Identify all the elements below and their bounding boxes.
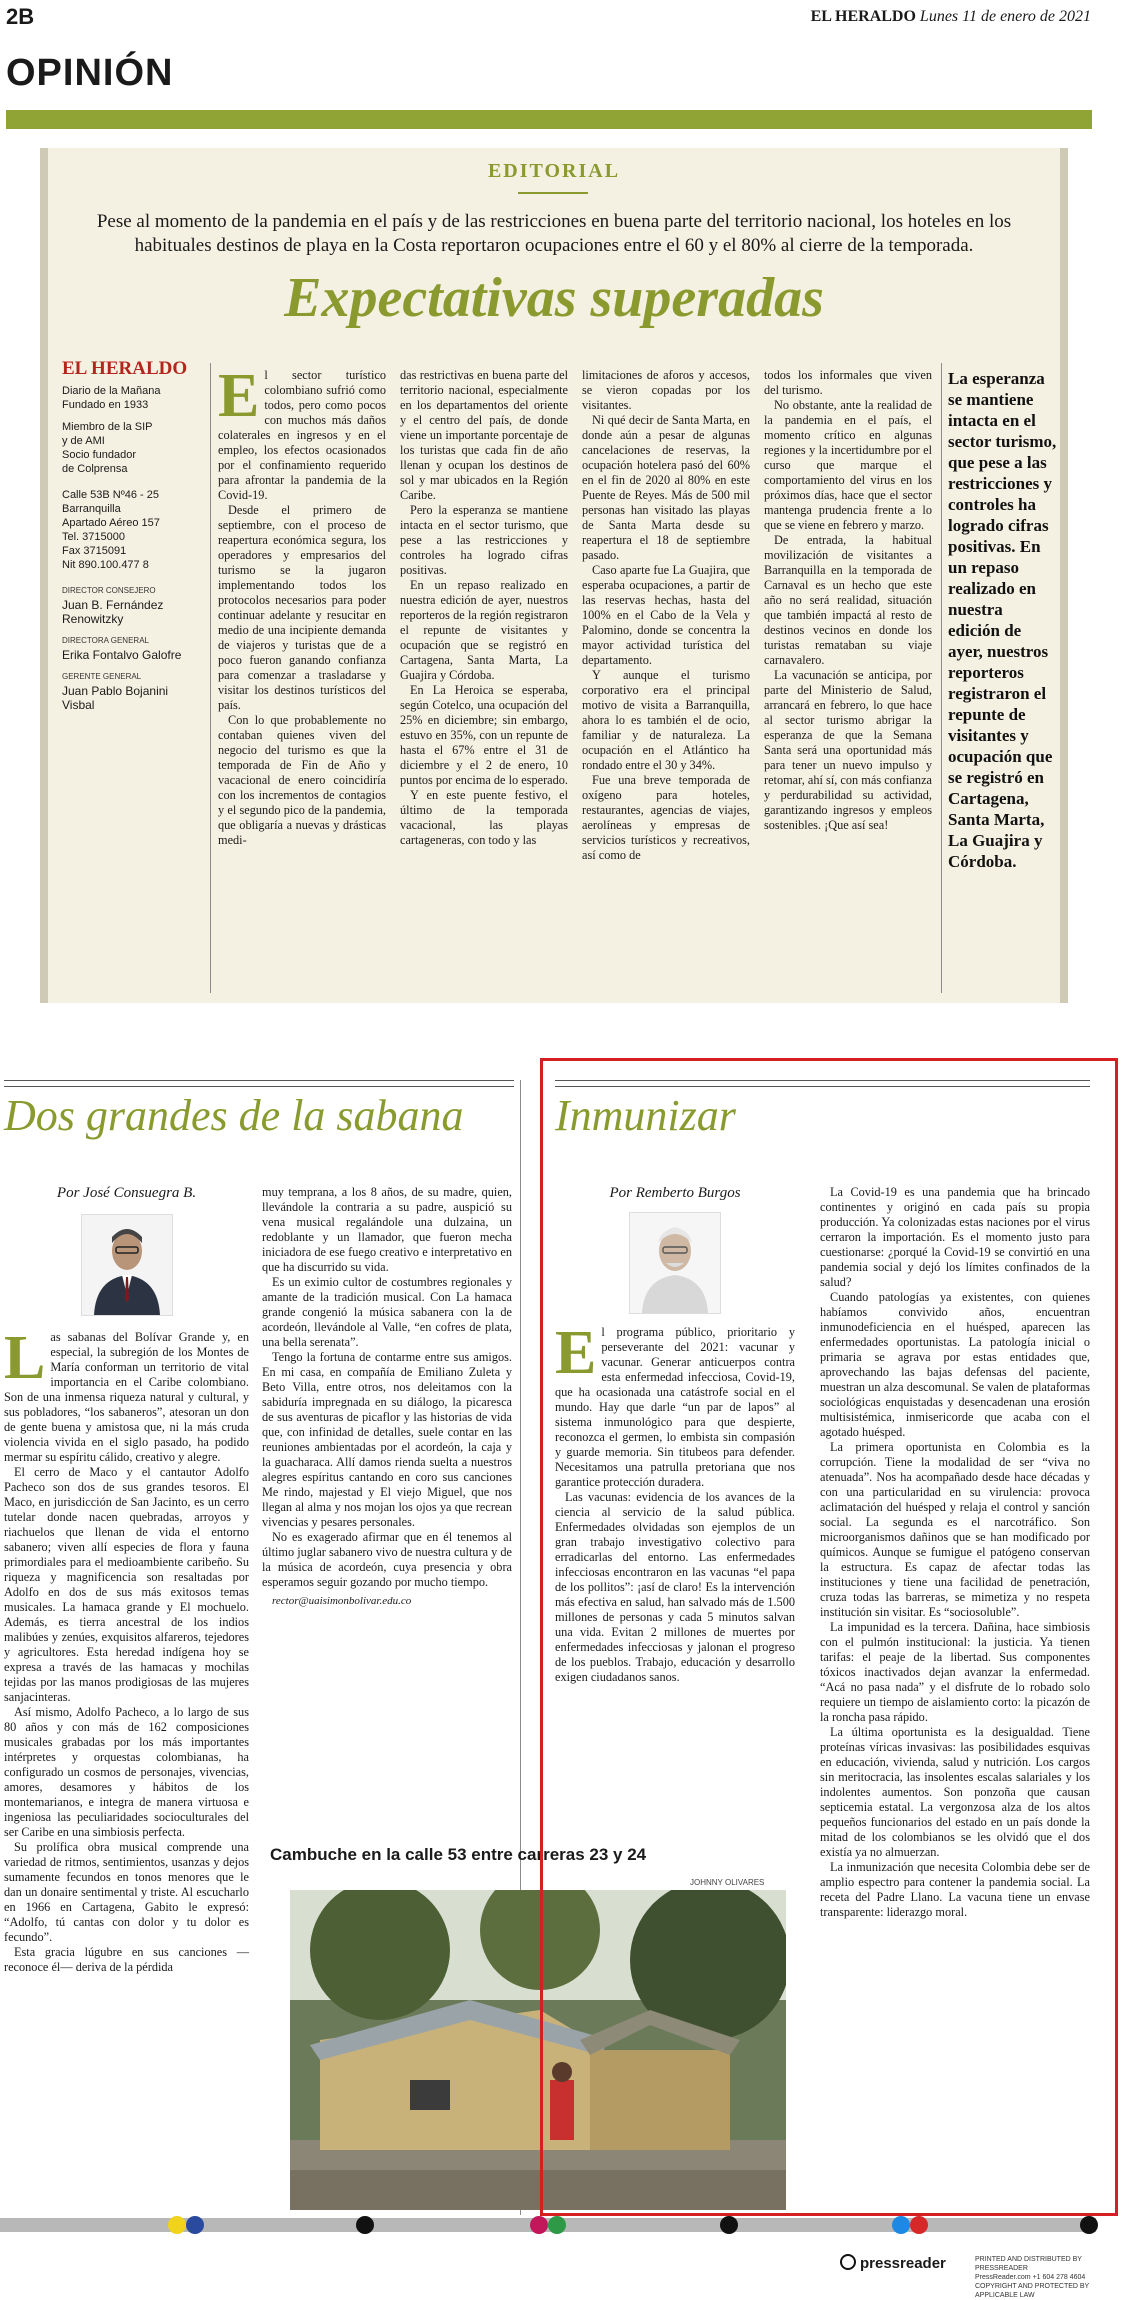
column-title: Dos grandes de la sabana: [4, 1091, 464, 1140]
opinion-column-b: [262, 1185, 512, 1609]
paragraph: Es un eximio cultor de costumbres regionales y amante de la tradición musical. Con La hamaca grande congenió la música sabanera con la de acordeón, llevándole al Valle, “en cofres de plata, una bella serenata”.: [262, 1275, 512, 1349]
register-mark: [720, 2216, 738, 2234]
staff-line: Diario de la Mañana: [62, 385, 161, 397]
staff-line: Fundado en 1933: [62, 399, 149, 411]
paragraph: Pero la esperanza se mantiene intacta en el sector turismo, que pese a las restricciones y controles ha logrado cifras positivas.: [400, 503, 568, 577]
staff-role: DIRECTOR CONSEJERO: [62, 586, 156, 595]
register-mark: [548, 2216, 566, 2234]
paragraph: La impunidad es la tercera. Dañina, hace simbiosis con el pulmón institucional: la justicia. Ya tienen tarifas: el peaje de la libertad. Sus componentes tóxicos inactivados dejan avanzar la enfermedad. “Acá no pasa nada” y el disfrute de lo robado solo requiere un tiempo de aislamiento corto: la picazón de la roncha pasa rápido.: [820, 1620, 1090, 1724]
column-top-rules: [4, 1080, 514, 1087]
paragraph: das restrictivas en buena parte del territorio nacional, especialmente en los departamentos del oriente y el centro del país, de donde viene un importante porcentaje de los turistas que cada fin de año llenan y ocupan los destinos de sol y mar ubicados en la Región Caribe.: [400, 368, 568, 502]
register-mark: [186, 2216, 204, 2234]
staff-line: Fax 3715091: [62, 545, 127, 557]
column-title: Inmunizar: [555, 1091, 736, 1140]
paragraph: Fue una breve temporada de oxígeno para hoteles, restaurantes, agencias de viajes, aerolíneas y empresas de servicios turísticos y recreativos, así como de: [582, 773, 750, 862]
pressreader-note-line: PressReader.com +1 604 278 4604: [975, 2274, 1086, 2281]
editorial-column-4: [764, 368, 932, 833]
photo-credit: JOHNNY OLIVARES: [690, 1878, 765, 1887]
author-portrait-image: [81, 1214, 173, 1316]
staff-name: Juan Pablo Bojanini Visbal: [62, 684, 169, 712]
highlight-box: [540, 1058, 1118, 2216]
paragraph: l sector turístico colombiano sufrió como todos, pero como pocos con muchos más daños colaterales en ingresos y en el empleo, los efectos ocasionados por el confinamiento requerido para afrontar la pandemia de la Covid-19.: [218, 368, 386, 502]
register-mark: [910, 2216, 928, 2234]
staff-line: Calle 53B Nº46 - 25: [62, 489, 159, 501]
staff-name: Erika Fontalvo Galofre: [62, 648, 182, 662]
page-number: 2B: [6, 4, 35, 29]
pressreader-note-line: PRINTED AND DISTRIBUTED BY PRESSREADER: [975, 2256, 1082, 2272]
photo-caption: Cambuche en la calle 53 entre carreras 23 y 24: [270, 1845, 647, 1864]
pull-quote: La esperanza se mantiene intacta en el sector turismo, que pese a las restricciones y controles ha logrado cifras positivas. En un repaso realizado en nuestra edición de ayer, nuestros reporteros registraron el repunte de visitantes y ocupación que se registró en Cartagena, Santa Marta, La Guajira y Córdoba.: [948, 369, 1057, 871]
staff-role: GERENTE GENERAL: [62, 672, 142, 681]
paragraph: Su prolífica obra musical comprende una variedad de ritmos, sentimientos, usanzas y dejos sumamente fecundos en tonos menores que le dan un donaire sentimental y triste. Al escucharlo en 1966 en Cartagena, Gabito le expresó: “Adolfo, tú cantas con dolor y tu dolor es fecundo”.: [4, 1840, 249, 1944]
staff-line: de Colprensa: [62, 463, 128, 475]
editorial-label-rule: [518, 192, 588, 194]
staff-role: DIRECTORA GENERAL: [62, 636, 149, 645]
paragraph: Caso aparte fue La Guajira, que esperaba ocupaciones, a partir de las reservas hechas, hasta del 100% en el Cabo de la Vela y Palomino, donde se concentra la mayor actividad turística del departamento.: [582, 563, 750, 667]
paragraph: La inmunización que necesita Colombia debe ser de amplio espectro para contener la pandemia social. La receta del Padre Llano. La vacuna tiene un envase transparente: liderazgo moral.: [820, 1860, 1090, 1919]
paragraph: En un repaso realizado en nuestra edición de ayer, nuestros reporteros de la región registraron el repunte de visitantes y ocupación que se registró en Cartagena, Santa Marta, La Guajira y Córdoba.: [400, 578, 568, 682]
paragraph: Las vacunas: evidencia de los avances de la ciencia al servicio de la salud pública. Enfermedades olvidadas son ejemplos de un gran trabajo investigativo colectivo para erradicarlas del entorno. Las enfermedades infecciosas encontraron en las vacunas “el papa de los pollitos”: ¡así de claro! Es la intervención más efectiva en salud, han salvado más de 1.500 millones de personas y cada 5 minutos salvan una vida. Evitan 2 millones de muertes por enfermedades infecciosas y jalonan el progreso de los pueblos. Trabajo, educación y desarrollo exigen ciudadanos sanos.: [555, 1490, 795, 1684]
editorial-column-1: [218, 362, 386, 848]
paragraph: Tengo la fortuna de contarme entre sus amigos. En mi casa, en compañía de Emiliano Zuleta y Beto Villa, entre otros, nos deleitamos con la sabiduría impregnada en su diálogo, la picaresca de sus aventuras de picaflor y las historias de vida que, con infinidad de detalles, suele contar en las reuniones ambientadas por el acordeón, la caja y la guacharaca. Allí damos rienda suelta a nuestros alegres espíritus cantando en coro sus canciones Me rindo, majestad y El viejo Miguel, que nos llegan al alma y nos mojan los ojos ya que recrean vivencias y pesares personales.: [262, 1350, 512, 1529]
staff-info: [62, 384, 202, 476]
paragraph: El cerro de Maco y el cantautor Adolfo Pacheco son dos de sus grandes tesoros. El Maco, en jurisdicción de San Jacinto, es un cerro tutelar donde nacen quebradas, arroyos y riachuelos que llenan de vida el entorno sabanero; viven allí especies de flora y fauna primordiales para el medioambiente caribeño. Su riqueza y magnificencia son resaltadas por Adolfo en dos de sus más exitosos temas musicales. La hamaca grande y El mochuelo. Además, es tierra ancestral de los indios malibúes y zenúes, exquisitos alfareros, tejedores y agricultores. Esta heredad indígena hoy se expresa a través de las hamacas y mochilas tejidas por las manos prodigiosas de las mujeres sanjacinteras.: [4, 1465, 249, 1704]
editorial-headline: Expectativas superadas: [284, 267, 824, 329]
paragraph: Esta gracia lúgubre en sus canciones —reconoce él— deriva de la pérdida: [4, 1945, 249, 1974]
register-mark: [1080, 2216, 1098, 2234]
staff-address: [62, 488, 202, 572]
issue-date: Lunes 11 de enero de 2021: [919, 8, 1091, 25]
pressreader-note-line: COPYRIGHT AND PROTECTED BY APPLICABLE LAW: [975, 2283, 1090, 2299]
editorial-column-3: [582, 368, 750, 863]
editorial-column-2: [400, 368, 568, 848]
dropcap: L: [4, 1324, 46, 1392]
paragraph: De entrada, la habitual movilización de visitantes a Barranquilla en la temporada de Carnaval es un hecho que este año no será realidad, situación que también impactá al resto de destinos vecinos en donde los turistas remataban su viaje carnavalero.: [764, 533, 932, 667]
paragraph: La última oportunista es la desigualdad. Tiene proteínas víricas invasivas: las posibilidades esquivas en educación, vivienda, salud y nutrición. Los cargos sin meritocracia, las insolentes escalas salariales y los indolentes aumentos. Son ponzoña que causan septicemia estatal. La vergonzosa alza de los altos pequeños funcionarios del estado en un país donde la mitad de los colombianos se les olvidó que el dos existía ya no almuerzan.: [820, 1725, 1090, 1859]
column-divider: [941, 363, 942, 993]
paragraph: En La Heroica se esperaba, según Cotelco, una ocupación del 25% en diciembre; sin embargo, estuvo en 35%, con un repunte de hasta el 67% entre el 31 de diciembre y el 2 de enero, 10 puntos por encima de lo esperado.: [400, 683, 569, 787]
staff-line: Apartado Aéreo 157: [62, 517, 160, 529]
byline: Por Remberto Burgos: [609, 1185, 741, 1201]
section-title: OPINIÓN: [6, 52, 174, 94]
paragraph: as sabanas del Bolívar Grande y, en especial, la subregión de los Montes de María conforman un territorio de vital importancia en el Caribe colombiano. Son de una inmensa riqueza natural y cultural, y sus pobladores, “los sabaneros”, atesoran un don de gente buena y amistosa que, ni la más cruda violencia vivida en el siglo pasado, ha podido mermar su espíritu cálido, creativo y alegre.: [4, 1330, 249, 1464]
paragraph: Desde el primero de septiembre, con el proceso de reapertura económica segura, los operadores y empresarios del turismo se la jugaron implementando todos los protocolos necesarios para poder continuar adelante y resucitar en medio de una incipiente demanda de viajeros y turistas que de a poco fueron ganando confianza para comenzar a trasladarse y visitar los destinos turísticos del país.: [218, 503, 386, 712]
pressreader-brand[interactable]: pressreader: [860, 2255, 946, 2272]
paragraph: Y en este puente festivo, el último de la temporada vacacional, las playas cartageneras, con todo y las: [400, 788, 568, 847]
editorial-deck: Pese al momento de la pandemia en el país y de las restricciones en buena parte del territorio nacional, los hoteles en los habituales destinos de playa en la Costa reportaron ocupaciones entre el 60 y el 80% al cierre de la temporada.: [96, 211, 1012, 256]
pressreader-note: [975, 2255, 1129, 2300]
register-mark: [168, 2216, 186, 2234]
dropcap: E: [555, 1319, 597, 1387]
paragraph: Cuando patologías ya existentes, con quienes habíamos convivido años, encuentran inmunodeficiencia en el huésped, aparecen las enfermedades oportunistas. La patología inicial o primaria se agrava por estas entidades que, aprovechando las bajas defensas del paciente, muestran un alza descomunal. Se valen de plataformas sociológicas enquistadas y desencadenan una erosión multisistémica, inmisericorde que acaba con el agotado huésped.: [820, 1290, 1090, 1439]
byline: Por José Consuegra B.: [56, 1185, 197, 1201]
opinion-column-a: [4, 1324, 249, 1975]
paragraph: Ni qué decir de Santa Marta, en donde aún a pesar de algunas cancelaciones de reservas, la ocupación hotelera pasó del 60% en el fin de 2020 al 80% en este Puente de Reyes. Más de 500 mil personas han visitado las playas de Santa Marta desde su reapertura el 18 de septiembre pasado.: [582, 413, 750, 562]
staff-line: Socio fundador: [62, 449, 136, 461]
paragraph: l programa público, prioritario y perseverante del 2021: vacunar y vacunar. Generar anticuerpos contra esta enfermedad infecciosa, Covid-19, que ha ocasionada una catástrofe social en el mundo. Hay que darle “un par de lapos” al sistema inmunológico para que despierte, reconozca el germen, lo embista sin compasión y guarde memoria. Sin titubeos para defender. Necesitamos una patrulla pretoriana que nos garantice protección duradera.: [555, 1325, 795, 1489]
paragraph: No es exagerado afirmar que en él tenemos al último juglar sabanero vivo de nuestra cultura y de la música de acordeón, cuya presencia y obra esperamos seguir gozando por mucho tiempo.: [262, 1530, 512, 1589]
column-divider: [210, 363, 211, 993]
paragraph: La primera oportunista en Colombia es la corrupción. Tiene la modalidad de ser “viva no atenuada”. Nos ha acompañado desde hace décadas y con una particularidad en su virulencia: provoca aclimatación del huésped y relaja el control y sanción social. La segunda es el narcotráfico. Son microorganismos dañinos que se han modificado por químicos. Aunque se fumigue el patógeno conservan la estructura. Es capaz de afectar todas las instituciones y tiene una facilidad de penetración, cruza todas las barreras, se mimetiza y no respeta institución sin visitar. Es “sociosoluble”.: [820, 1440, 1090, 1619]
staff-line: Miembro de la SIP: [62, 421, 153, 433]
dropcap: E: [218, 362, 260, 430]
author-block: [4, 1185, 249, 1316]
masthead-date: [811, 8, 1091, 26]
staff-line: Tel. 3715000: [62, 531, 125, 543]
staff-line: y de AMI: [62, 435, 105, 447]
editorial-box: [40, 148, 1068, 1003]
paragraph: todos los informales que viven del turismo.: [764, 368, 932, 397]
paragraph: No obstante, ante la realidad de la pandemia en el país, el momento crítico en algunas regiones y la incertidumbre por el curso que marque el comportamiento del virus en los próximos días, hace que el sector mantenga prudencia frente a lo que se viene en febrero y marzo.: [764, 398, 932, 532]
paragraph: La Covid-19 es una pandemia que ha brincado continentes y originó en cada país su propia producción. Ya colonizadas estas naciones por el virus cerraron la importación. Es el momento justo para cuestionarse: ¿porqué la Covid-19 se convirtió en una pandemia social y dejó los límites confinados de la salud?: [820, 1185, 1090, 1289]
staff-line: Barranquilla: [62, 503, 121, 515]
staff-line: Nit 890.100.477 8: [62, 559, 149, 571]
editorial-label: EDITORIAL: [487, 160, 621, 182]
paragraph: Y aunque el turismo corporativo era el principal motivo de visita a Barranquilla, ahora lo es también el de ocio, familiar y de naturaleza. La ocupación en el Atlántico ha rondado entre el 30 y 34%.: [582, 668, 750, 772]
staff-box: [62, 358, 202, 720]
section-divider-bar: [6, 110, 1092, 129]
author-email: rector@uaisimonbolivar.edu.co: [272, 1595, 412, 1607]
paragraph: muy temprana, a los 8 años, de su madre, quien, llevándole la contraria a su padre, auspició su vena musical regalándole una dulzaina, un redoblante y un llamador, que fueron mecha iniciadora de ese fuego creativo e interpretativo en que ha discurrido su vida.: [262, 1185, 512, 1274]
paragraph: limitaciones de aforos y accesos, se vieron copadas por los visitantes.: [582, 368, 750, 412]
paragraph: Así mismo, Adolfo Pacheco, a lo largo de sus 80 años y con más de 162 composiciones musicales grabadas por los más importantes intérpretes y orquestas colombianas, ha configurado un cosmos de personajes, vivencias, amores, desamores y hábitos de los montemarianos, e integra de manera virtuosa e ingeniosa las peculiaridades socioculturales del ser Caribe en una simbiosis perfecta.: [4, 1705, 249, 1839]
paragraph: La vacunación se anticipa, por parte del Ministerio de Salud, arrancará en febrero, lo que hace al sector turismo abrigar la esperanza de que la Semana Santa será una oportunidad más para tener un nuevo impulso y retomar, ahí sí, con más confianza y perdurabilidad su actividad, garantizando ingresos y empleos sostenibles. ¡Que así sea!: [764, 668, 932, 832]
register-mark: [530, 2216, 548, 2234]
staff-name-line: Renowitzky: [62, 612, 124, 626]
pressreader-logo-icon: [840, 2254, 856, 2270]
staff-brand: EL HERALDO: [62, 358, 188, 379]
staff-name-line: Juan B. Fernández: [62, 598, 164, 612]
staff-name: [62, 598, 202, 626]
masthead: EL HERALDO: [810, 8, 916, 25]
register-mark: [892, 2216, 910, 2234]
register-mark: [356, 2216, 374, 2234]
paragraph: Con lo que probablemente no contaban quienes viven del negocio del turismo es que la temporada de Fin de Año y vacacional de enero coincidiría con los incrementos de contagios y el segundo pico de la pandemia, que obligaría a nuevas y drásticas medi-: [218, 713, 386, 847]
